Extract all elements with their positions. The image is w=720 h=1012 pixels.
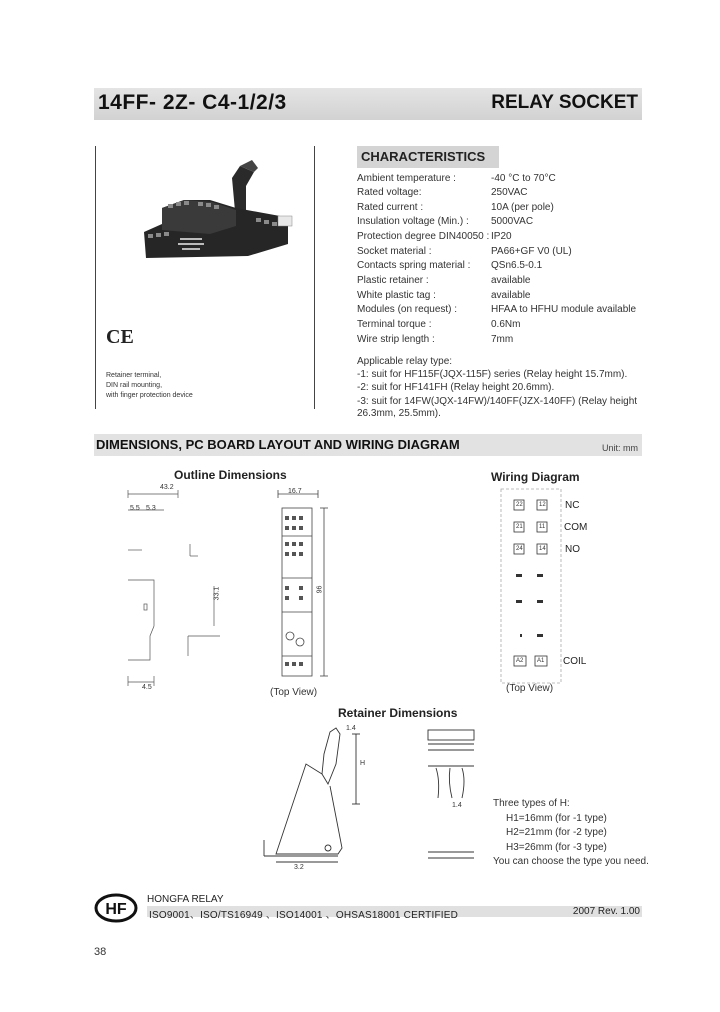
spec-row: Modules (on request) : HFAA to HFHU module available <box>357 304 637 315</box>
panel-left-border <box>95 146 96 409</box>
spec-row: Terminal torque : 0.6Nm <box>357 319 521 330</box>
dim-outline-pitch-a: 5.5 <box>130 505 140 512</box>
company-name: HONGFA RELAY <box>147 894 224 905</box>
wire-label-com: COM <box>564 522 588 533</box>
wiring-diagram-title: Wiring Diagram <box>491 470 580 484</box>
feature-line-2: DIN rail mounting, <box>106 382 163 389</box>
dim-top-length: 96 <box>316 585 324 594</box>
hongfa-logo <box>94 893 142 923</box>
wire-label-nc: NC <box>565 500 580 511</box>
dim-outline-foot: 4.5 <box>142 684 152 691</box>
revision: 2007 Rev. 1.00 <box>572 906 640 917</box>
ce-mark: CE <box>106 326 134 348</box>
dimensions-section-title: DIMENSIONS, PC BOARD LAYOUT AND WIRING DIAGRAM <box>96 437 460 452</box>
retainer-front-view <box>426 728 486 868</box>
logo-text: HF <box>105 901 127 918</box>
wire-terminal-a1: A1 <box>537 658 545 664</box>
spec-row: White plastic tag : available <box>357 290 531 301</box>
dim-outline-pitch-b: 5.3 <box>146 505 156 512</box>
dim-retainer-top: 1.4 <box>346 725 356 732</box>
retainer-side-view <box>256 724 376 864</box>
dim-retainer-front: 1.4 <box>452 802 462 809</box>
feature-line-1: Retainer terminal, <box>106 372 162 379</box>
spec-row: Contacts spring material : QSn6.5-0.1 <box>357 260 543 271</box>
h-types-note: You can choose the type you need. <box>493 856 649 867</box>
wire-label-coil: COIL <box>563 656 587 667</box>
dim-outline-height: 33.1 <box>213 586 221 601</box>
socket-product-image <box>140 160 300 280</box>
dim-retainer-side: H <box>360 760 366 767</box>
wire-terminal-a2: A2 <box>516 658 524 664</box>
spec-row: Rated current : 10A (per pole) <box>357 202 554 213</box>
wire-terminal-14: 14 <box>539 546 546 552</box>
characteristics-heading: CHARACTERISTICS <box>357 146 499 168</box>
spec-row: Rated voltage: 250VAC <box>357 187 528 198</box>
panel-right-border <box>314 146 315 409</box>
dimensions-section-bar <box>94 434 642 456</box>
wire-terminal-24: 24 <box>516 546 523 552</box>
dim-outline-width: 43.2 <box>160 484 174 491</box>
wire-terminal-12: 12 <box>539 502 546 508</box>
footer-bar <box>147 906 642 921</box>
wiring-top-view-label: (Top View) <box>506 683 554 694</box>
wire-terminal-11: 11 <box>539 524 546 530</box>
h-types-heading: Three types of H: <box>493 798 570 809</box>
applicable-line-2: -2: suit for HF141FH (Relay height 20.6mm). <box>357 382 555 393</box>
h-type-3: H3=26mm (for -3 type) <box>506 842 607 853</box>
retainer-dimensions-title: Retainer Dimensions <box>338 706 458 720</box>
outline-dimensions-title: Outline Dimensions <box>174 468 287 482</box>
spec-row: Ambient temperature : -40 °C to 70°C <box>357 173 556 184</box>
wire-label-no: NO <box>565 544 580 555</box>
dim-top-width: 16.7 <box>288 488 302 495</box>
spec-row: Wire strip length : 7mm <box>357 334 514 345</box>
spec-row: Socket material : PA66+GF V0 (UL) <box>357 246 572 257</box>
product-title: RELAY SOCKET <box>491 92 638 113</box>
wire-terminal-21: 21 <box>516 524 523 530</box>
h-type-2: H2=21mm (for -2 type) <box>506 827 607 838</box>
certifications: ISO9001、ISO/TS16949 、ISO14001 、OHSAS18001 CERTIFIED <box>149 910 459 921</box>
title-bar <box>94 88 642 120</box>
h-type-1: H1=16mm (for -1 type) <box>506 813 607 824</box>
wire-terminal-22: 22 <box>516 502 523 508</box>
outline-top-view-label: (Top View) <box>270 687 318 698</box>
applicable-heading: Applicable relay type: <box>357 356 453 367</box>
spec-row: Protection degree DIN40050 : IP20 <box>357 231 512 242</box>
feature-line-3: with finger protection device <box>106 392 193 399</box>
applicable-line-3: -3: suit for 14FW(JQX-14FW)/140FF(JZX-140FF) (Relay height <box>357 396 638 407</box>
model-title: 14FF- 2Z- C4-1/2/3 <box>98 91 287 114</box>
spec-row: Plastic retainer : available <box>357 275 531 286</box>
spec-row: Insulation voltage (Min.) : 5000VAC <box>357 216 534 227</box>
dim-retainer-width: 3.2 <box>294 864 304 871</box>
page-number: 38 <box>94 946 107 958</box>
outline-top-view <box>276 490 336 690</box>
applicable-line-4: 26.3mm, 25.5mm). <box>357 408 441 419</box>
applicable-line-1: -1: suit for HF115F(JQX-115F) series (Relay height 15.7mm). <box>357 369 628 380</box>
unit-label: Unit: mm <box>602 443 638 453</box>
wiring-diagram-frame <box>500 488 562 684</box>
